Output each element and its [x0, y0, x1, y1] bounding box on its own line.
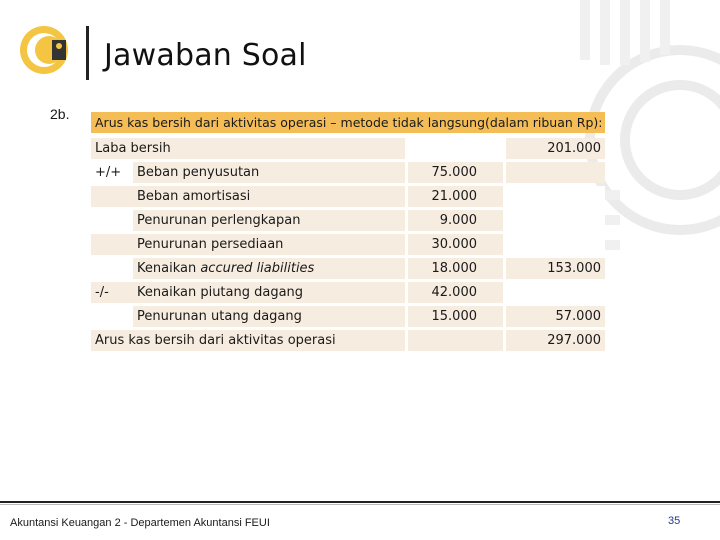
row-label: Kenaikan piutang dagang — [133, 282, 405, 303]
row-total — [506, 162, 605, 183]
table-row — [91, 234, 605, 255]
row-mid: 30.000 — [408, 234, 503, 255]
table-row — [91, 282, 605, 303]
row-label: Penurunan utang dagang — [133, 306, 405, 327]
cash-flow-table — [91, 112, 605, 354]
row-label: Arus kas bersih dari aktivitas operasi — [91, 330, 405, 351]
table-row — [91, 138, 605, 159]
row-mid: 75.000 — [408, 162, 503, 183]
row-mid: 15.000 — [408, 306, 503, 327]
table-row — [91, 306, 605, 327]
row-total: 153.000 — [506, 258, 605, 279]
row-label: Laba bersih — [91, 138, 405, 159]
row-sign — [91, 234, 133, 255]
row-total — [506, 186, 605, 207]
row-total — [506, 234, 605, 255]
row-mid: 9.000 — [408, 210, 503, 231]
row-label: Penurunan persediaan — [133, 234, 405, 255]
row-label-italic: accured liabilities — [200, 261, 315, 276]
footer-divider-thin — [0, 504, 720, 505]
title-divider — [86, 26, 89, 80]
row-mid — [408, 330, 503, 351]
table-row — [91, 258, 605, 279]
row-sign — [91, 186, 133, 207]
row-label: Beban penyusutan — [133, 162, 405, 183]
row-total: 57.000 — [506, 306, 605, 327]
table-row — [91, 210, 605, 231]
row-sign: +/+ — [91, 162, 133, 183]
row-sign — [91, 306, 133, 327]
table-heading: Arus kas bersih dari aktivitas operasi – metode tidak langsung(dalam ribuan Rp): — [91, 112, 605, 133]
page-title: Jawaban Soal — [104, 38, 307, 73]
row-label — [133, 258, 405, 279]
table-row — [91, 162, 605, 183]
row-label: Beban amortisasi — [133, 186, 405, 207]
page-number: 35 — [668, 515, 681, 527]
row-total — [506, 282, 605, 303]
row-total — [506, 210, 605, 231]
section-label: 2b. — [50, 106, 70, 122]
row-sign: -/- — [91, 282, 133, 303]
row-label-prefix: Kenaikan — [137, 261, 201, 276]
footer-text: Akuntansi Keuangan 2 - Departemen Akuntansi FEUI — [10, 517, 270, 529]
row-mid: 42.000 — [408, 282, 503, 303]
row-sign — [91, 210, 133, 231]
university-logo-icon — [16, 22, 72, 78]
table-row — [91, 186, 605, 207]
row-total: 201.000 — [506, 138, 605, 159]
row-mid: 21.000 — [408, 186, 503, 207]
row-label: Penurunan perlengkapan — [133, 210, 405, 231]
row-total: 297.000 — [506, 330, 605, 351]
row-sign — [91, 258, 133, 279]
table-row — [91, 330, 605, 351]
row-mid: 18.000 — [408, 258, 503, 279]
footer-divider — [0, 501, 720, 503]
